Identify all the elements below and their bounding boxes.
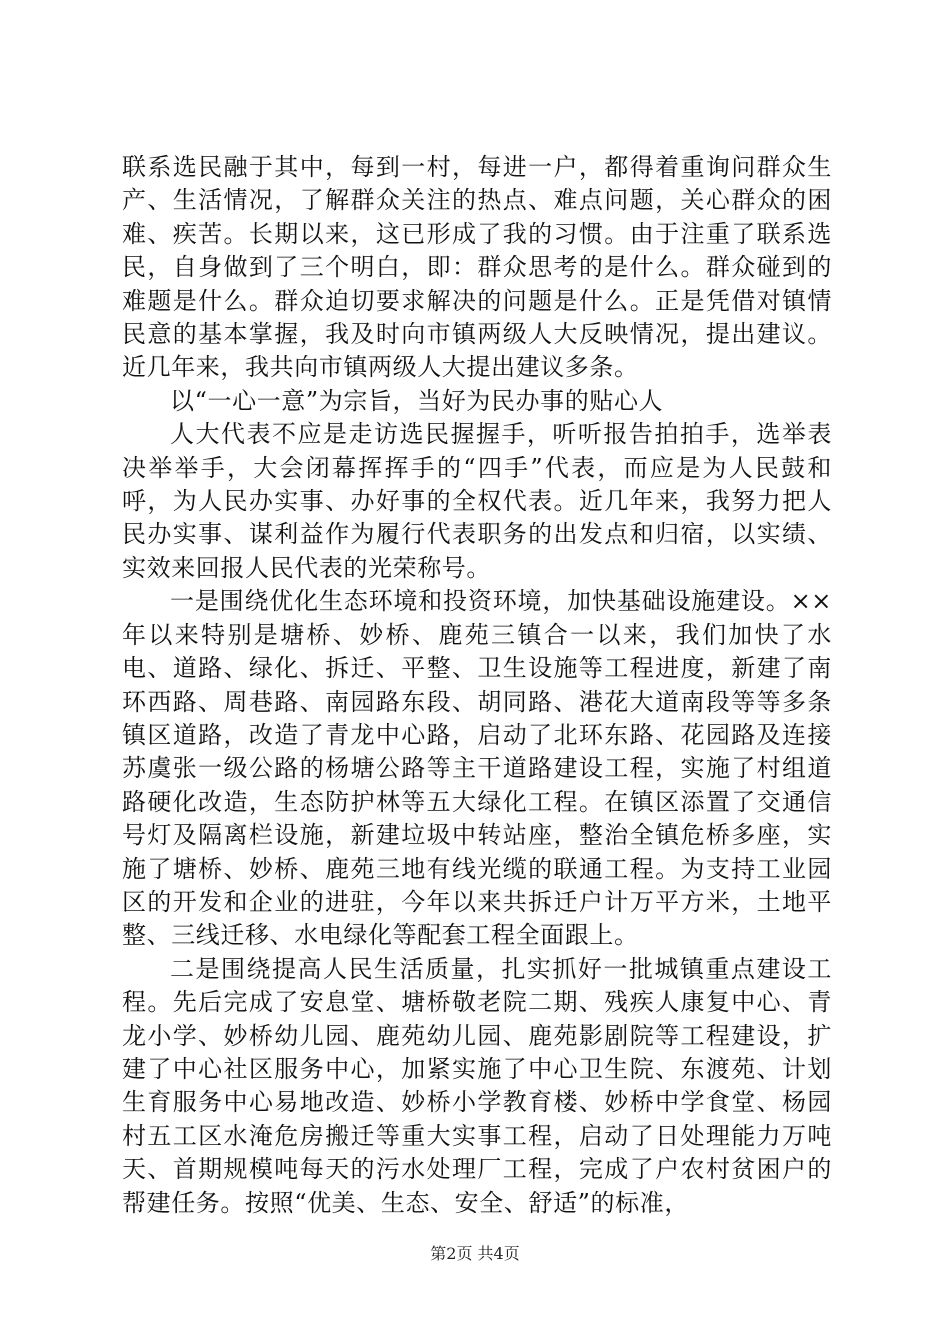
paragraph-1: 联系选民融于其中，每到一村，每进一户，都得着重询问群众生产、生活情况，了解群众关注的热点、难点问题，关心群众的困难、疾苦。长期以来，这已形成了我的习惯。由于注重了联系选民，自身做到了三个明白，即：群众思考的是什么。群众碰到的难题是什么。群众迫切要求解决的问题是什么。正是凭借对镇情民意的基本掌握，我及时向市镇两级人大反映情况，提出建议。近几年来，我共向市镇两级人大提出建议多条。 xyxy=(122,153,832,382)
page-number-footer: 第2页 共4页 xyxy=(430,1244,520,1263)
paragraph-4: 二是围绕提高人民生活质量，扎实抓好一批城镇重点建设工程。先后完成了安息堂、塘桥敬老院二期、残疾人康复中心、青龙小学、妙桥幼儿园、鹿苑幼儿园、鹿苑影剧院等工程建设，扩建了中心社区服务中心，加紧实施了中心卫生院、东渡苑、计划生育服务中心易地改造、妙桥小学教育楼、妙桥中学食堂、杨园村五工区水淹危房搬迁等重大实事工程，启动了日处理能力万吨天、首期规模吨每天的污水处理厂工程，完成了户农村贫困户的帮建任务。按照“优美、生态、安全、舒适”的标准， xyxy=(122,954,832,1217)
document-body xyxy=(122,151,832,1220)
paragraph-3: 一是围绕优化生态环境和投资环境，加快基础设施建设。××年以来特别是塘桥、妙桥、鹿苑三镇合一以来，我们加快了水电、道路、绿化、拆迁、平整、卫生设施等工程进度，新建了南环西路、周巷路、南园路东段、胡同路、港花大道南段等等多条镇区道路，改造了青龙中心路，启动了北环东路、花园路及连接苏虞张一级公路的杨塘公路等主干道路建设工程，实施了村组道路硬化改造，生态防护林等五大绿化工程。在镇区添置了交通信号灯及隔离栏设施，新建垃圾中转站座，整治全镇危桥多座，实施了塘桥、妙桥、鹿苑三地有线光缆的联通工程。为支持工业园区的开发和企业的进驻，今年以来共拆迁户计万平方米，土地平整、三线迁移、水电绿化等配套工程全面跟上。 xyxy=(122,587,832,950)
paragraph-2: 人大代表不应是走访选民握握手，听听报告拍拍手，选举表决举举手，大会闭幕挥挥手的“四手”代表，而应是为人民鼓和呼，为人民办实事、办好事的全权代表。近几年来，我努力把人民办实事、谋利益作为履行代表职务的出发点和归宿，以实绩、实效来回报人民代表的光荣称号。 xyxy=(122,420,832,582)
section-heading: 以“一心一意”为宗旨，当好为民办事的贴心人 xyxy=(170,386,664,415)
